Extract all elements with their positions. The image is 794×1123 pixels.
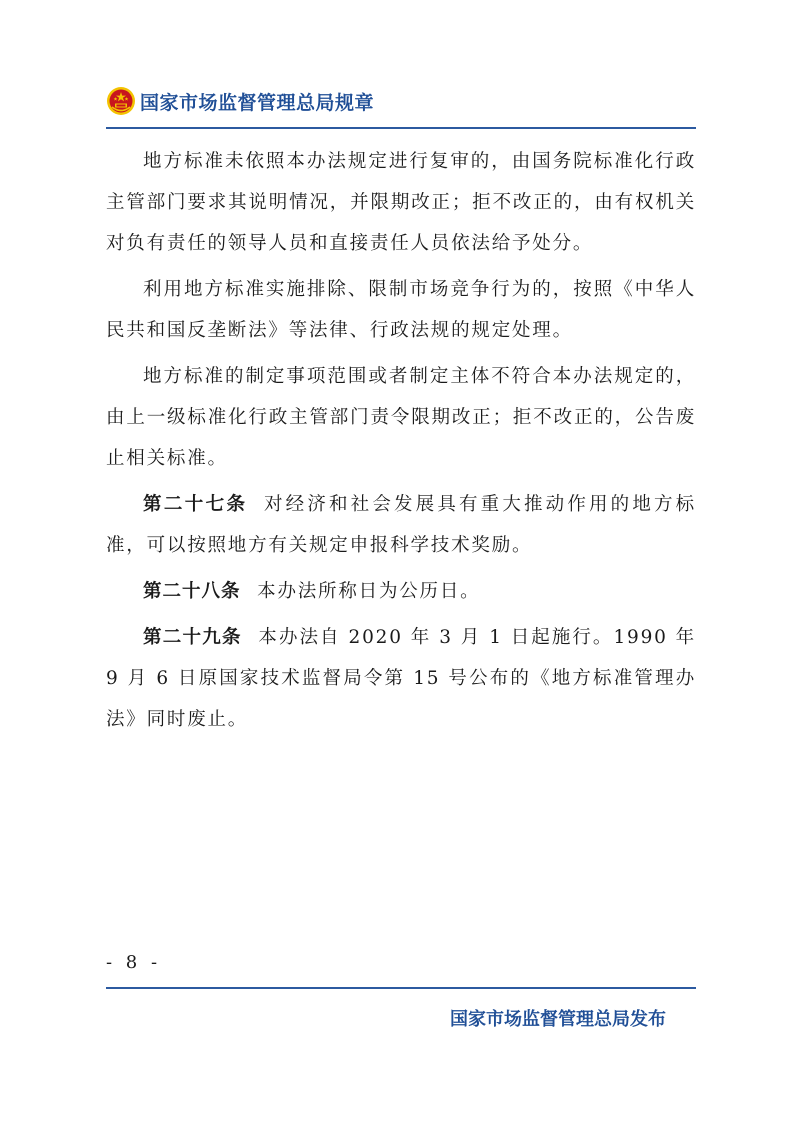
- paragraph-text: 地方标准未依照本办法规定进行复审的，由国务院标准化行政主管部门要求其说明情况，并限期改正；拒不改正的，由有权机关对负有责任的领导人员和直接责任人员依法给予处分。: [106, 151, 696, 254]
- header-title: 国家市场监督管理总局规章: [140, 92, 375, 114]
- paragraph-text: 地方标准的制定事项范围或者制定主体不符合本办法规定的，由上一级标准化行政主管部门责令限期改正；拒不改正的，公告废止相关标准。: [106, 366, 696, 469]
- page-header: [106, 84, 696, 120]
- national-emblem-icon: [106, 86, 136, 116]
- article-number: 第二十七条: [143, 494, 248, 515]
- paragraph: [106, 269, 696, 351]
- paragraph: [106, 141, 696, 264]
- header-rule: [106, 127, 696, 129]
- paragraph: [106, 356, 696, 479]
- article-number: 第二十九条: [143, 627, 242, 648]
- footer-rule: [106, 987, 696, 989]
- article-text: 本办法所称日为公历日。: [257, 581, 481, 602]
- page-number: - 8 -: [106, 952, 162, 973]
- footer-publisher: 国家市场监督管理总局发布: [450, 1009, 666, 1030]
- article-27: [106, 484, 696, 566]
- paragraph-text: 利用地方标准实施排除、限制市场竞争行为的，按照《中华人民共和国反垄断法》等法律、行政法规的规定处理。: [106, 279, 696, 341]
- article-text: 本办法自 2020 年 3 月 1 日起施行。1990 年 9 月 6 日原国家技术监督局令第 15 号公布的《地方标准管理办法》同时废止。: [106, 627, 696, 730]
- document-body: [106, 141, 696, 745]
- article-28: [106, 571, 696, 612]
- article-number: 第二十八条: [143, 581, 241, 602]
- article-29: [106, 617, 696, 740]
- article-text: 对经济和社会发展具有重大推动作用的地方标准，可以按照地方有关规定申报科学技术奖励。: [106, 494, 696, 556]
